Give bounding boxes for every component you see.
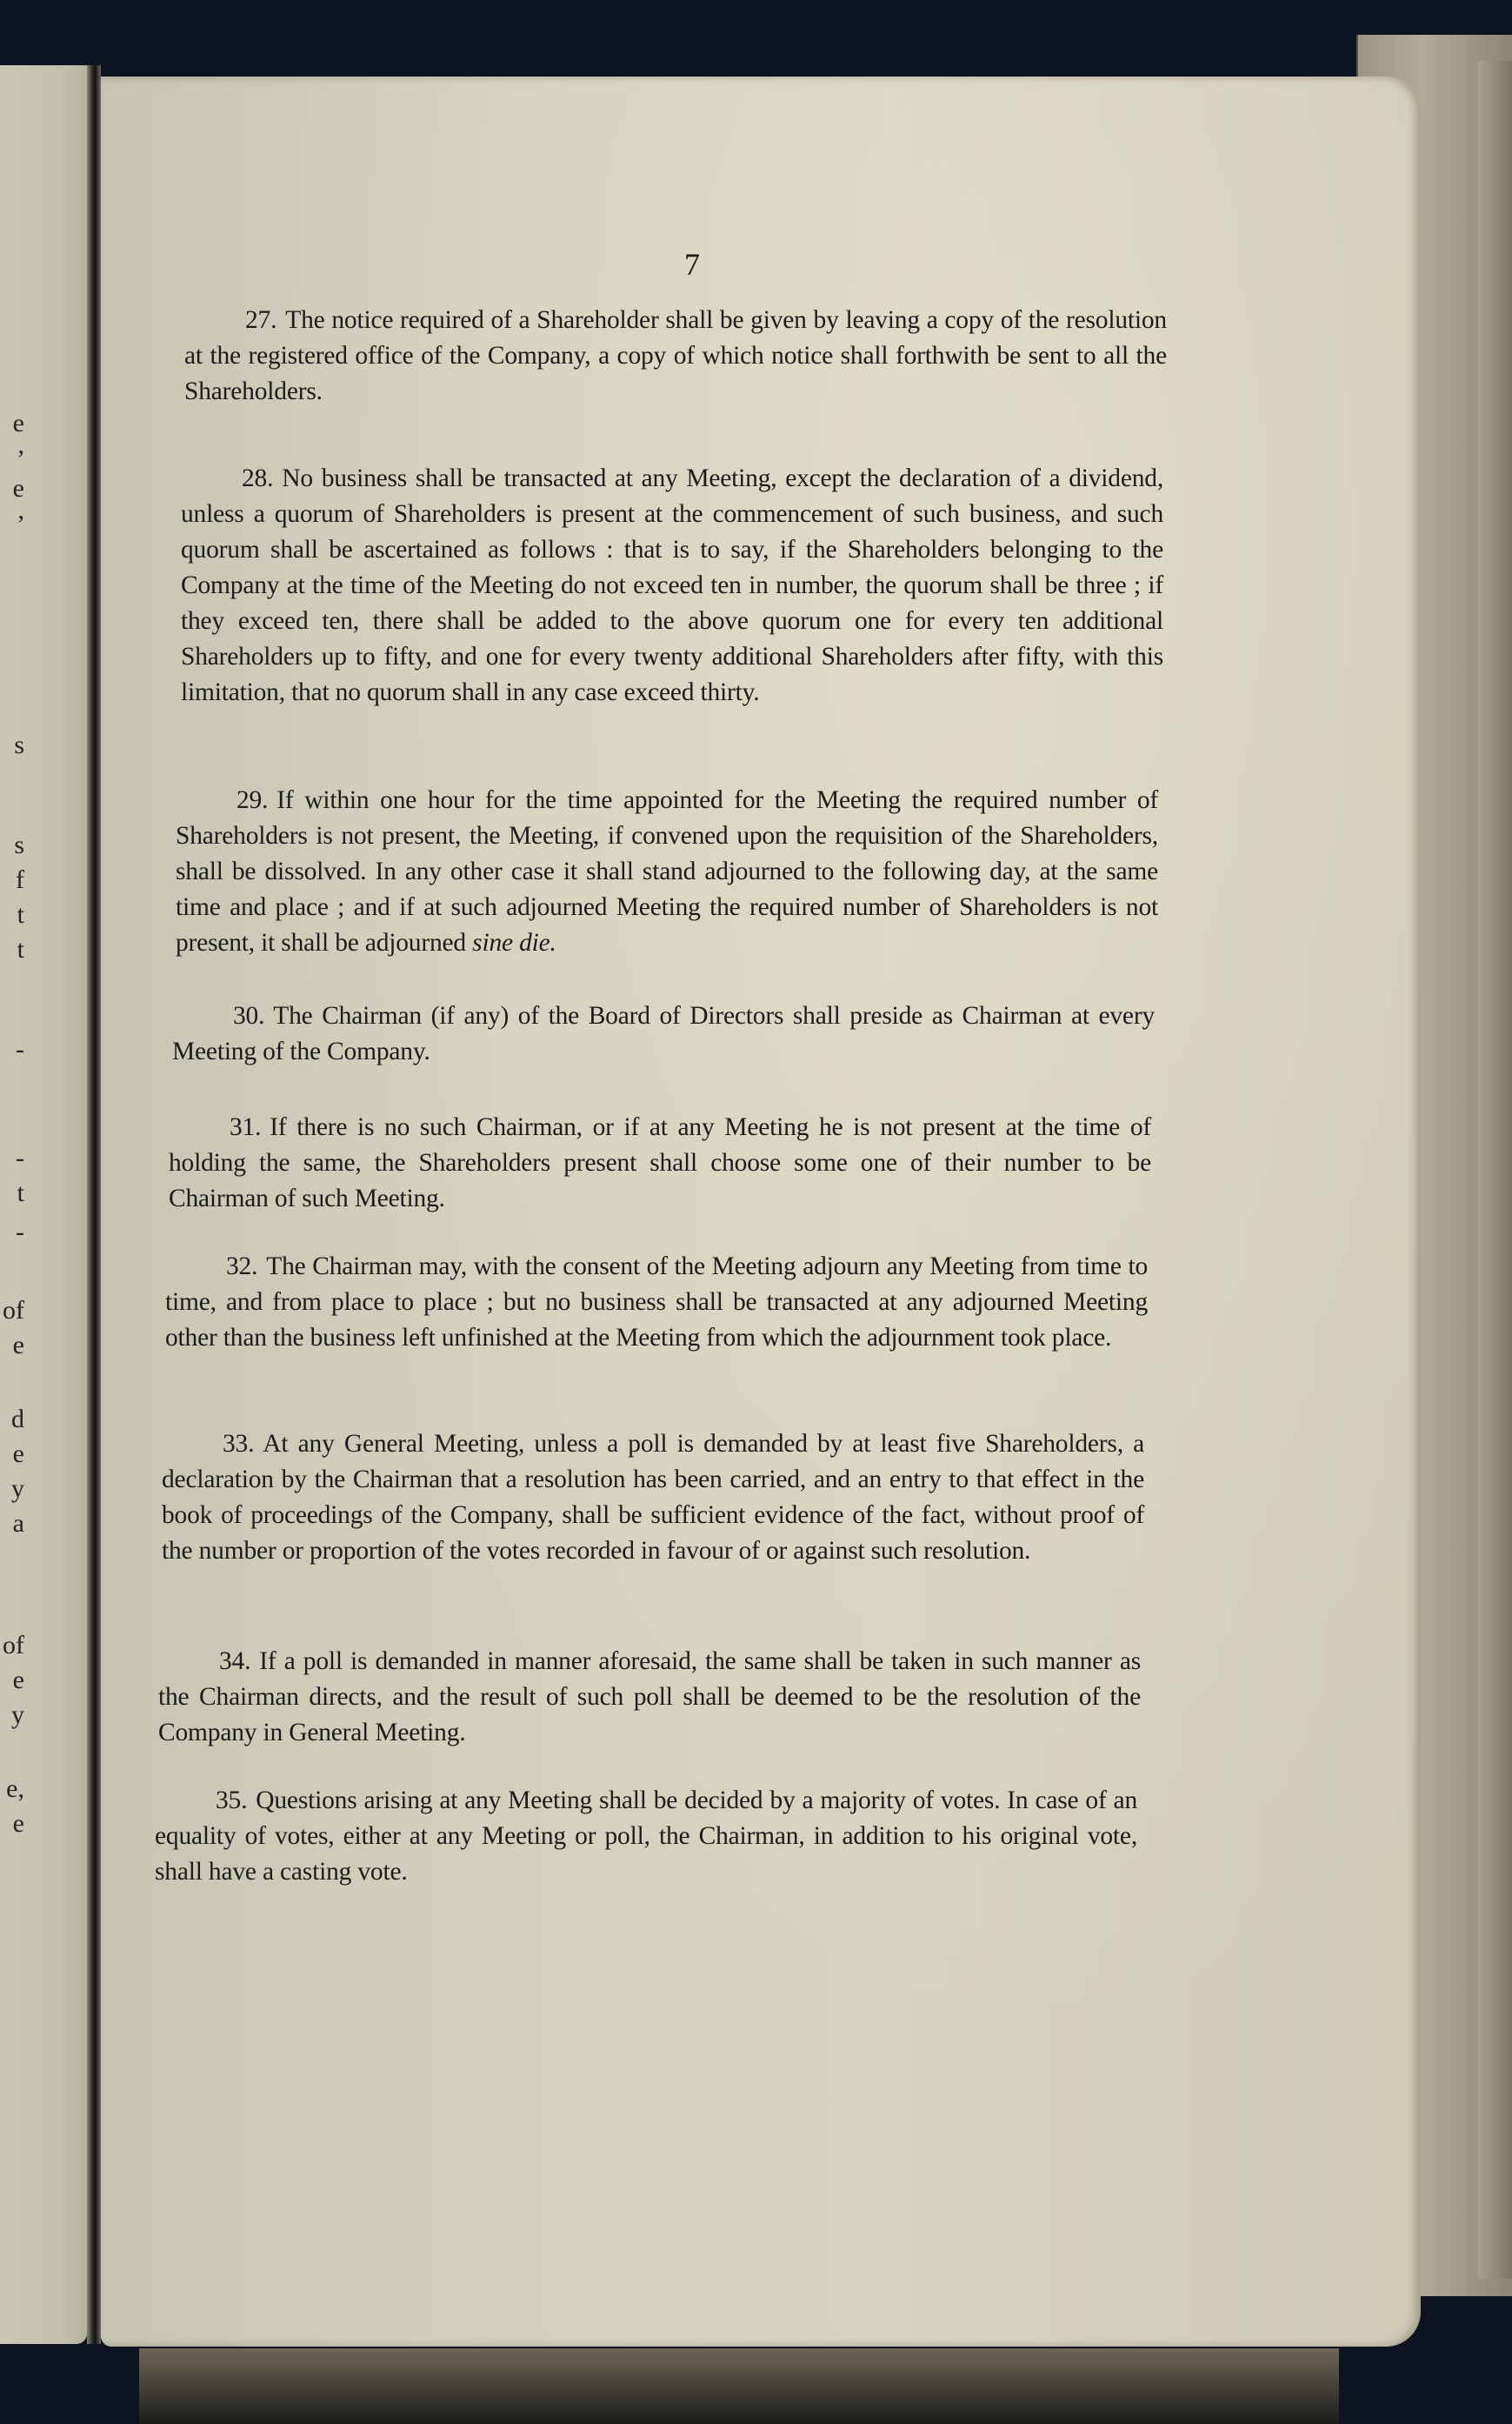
margin-fragment: s [14,831,24,859]
margin-fragment: , [17,496,24,524]
book-cover-edge-outer [1478,61,1512,2279]
clause-text-italic: sine die. [472,929,556,957]
margin-fragment: s [14,731,24,759]
page-stack-bottom [139,2348,1339,2424]
margin-fragment: , [17,431,24,459]
margin-fragment: e [12,1666,24,1694]
clause-number: 27. [245,306,277,334]
clause-27 [184,303,1167,410]
clause-text: Questions arising at any Meeting shall be decided by a majority of votes. In case of an equality of votes, either at any Meeting or poll, the Chairman, in addition to his original vote, shall have a casting vote. [155,1786,1137,1886]
margin-fragment: e, [6,1774,24,1803]
margin-fragment: y [11,1474,24,1503]
document-page [101,77,1421,2347]
margin-fragment: a [12,1509,24,1538]
margin-fragment: of [3,1631,24,1659]
margin-fragment: e [12,409,24,437]
clause-text: No business shall be transacted at any Meeting, except the declaration of a dividend, unless a quorum of Shareholders is present at the commencement of such business, and such quorum shall be ascertained as follows : that is to say, if the Shareholders belonging to the Company at the time of the Meeting do not exceed ten in number, the quorum shall be three ; if they exceed ten, there shall be added to the above quorum one for every ten additional Shareholders up to fifty, and one for every twenty additional Shareholders after fifty, with this limitation, that no quorum shall in any case exceed thirty. [181,464,1163,706]
book-gutter [87,65,101,2344]
margin-fragment: e [12,474,24,503]
clause-text: At any General Meeting, unless a poll is demanded by at least five Shareholders, a declaration by the Chairman that a resolution has been carried, and an entry to that effect in the book of proceedings of the Company, shall be sufficient evidence of the fact, without proof of the number or proportion of the votes recorded in favour of or against such resolution. [162,1430,1144,1565]
clause-text: If there is no such Chairman, or if at any Meeting he is not present at the time of holding the same, the Shareholders present shall choose some one of their number to be Chairman of such Meeting. [169,1113,1151,1212]
margin-fragment: t [17,900,24,929]
clause-29 [176,783,1158,961]
clause-number: 32. [226,1252,258,1280]
clause-34 [158,1644,1141,1751]
clause-31 [169,1110,1151,1217]
left-page-edge [0,65,87,2344]
clause-text: If within one hour for the time appointed for the Meeting the required number of Shareholders is not present, the Meeting, if convened upon the requisition of the Shareholders, shall be dissolved. In any other case it shall stand adjourned to the following day, at the same time and place ; and if at such adjourned Meeting the required number of Shareholders is not present, it shall be adjourned [176,786,1158,957]
clause-35 [155,1783,1137,1890]
margin-fragment: d [11,1405,24,1433]
clause-number: 34. [219,1647,251,1675]
clause-number: 31. [230,1113,262,1141]
clause-number: 28. [242,464,274,492]
margin-fragment: - [16,1035,24,1064]
page-number: 7 [684,247,700,282]
clause-text: The notice required of a Shareholder shall be given by leaving a copy of the resolution at the registered office of the Company, a copy of which notice shall forthwith be sent to all the Shareholders. [184,306,1167,405]
clause-text: If a poll is demanded in manner aforesaid, the same shall be taken in such manner as the Chairman directs, and the result of such poll shall be deemed to be the resolution of the Company in General Meeting. [158,1647,1141,1746]
margin-fragment: of [3,1296,24,1325]
clause-text: The Chairman may, with the consent of the Meeting adjourn any Meeting from time to time, and from place to place ; but no business shall be transacted at any adjourned Meeting other than the business left unfinished at the Meeting from which the adjournment took place. [165,1252,1148,1352]
margin-fragment: e [12,1809,24,1838]
margin-fragment: - [16,1144,24,1172]
clause-number: 35. [216,1786,248,1814]
clause-32 [165,1249,1148,1356]
clause-33 [162,1426,1144,1569]
clause-number: 30. [233,1002,265,1030]
margin-fragment: t [17,935,24,964]
clause-28 [181,461,1163,711]
clause-30 [172,998,1155,1070]
clause-text: The Chairman (if any) of the Board of Directors shall preside as Chairman at every Meeting of the Company. [172,1002,1155,1065]
margin-fragment: e [12,1439,24,1468]
clause-number: 29. [236,786,269,814]
margin-fragment: e [12,1331,24,1359]
clause-number: 33. [223,1430,255,1458]
margin-fragment: t [17,1179,24,1207]
margin-fragment: f [16,865,24,894]
margin-fragment: - [16,1218,24,1246]
margin-fragment: y [11,1700,24,1729]
